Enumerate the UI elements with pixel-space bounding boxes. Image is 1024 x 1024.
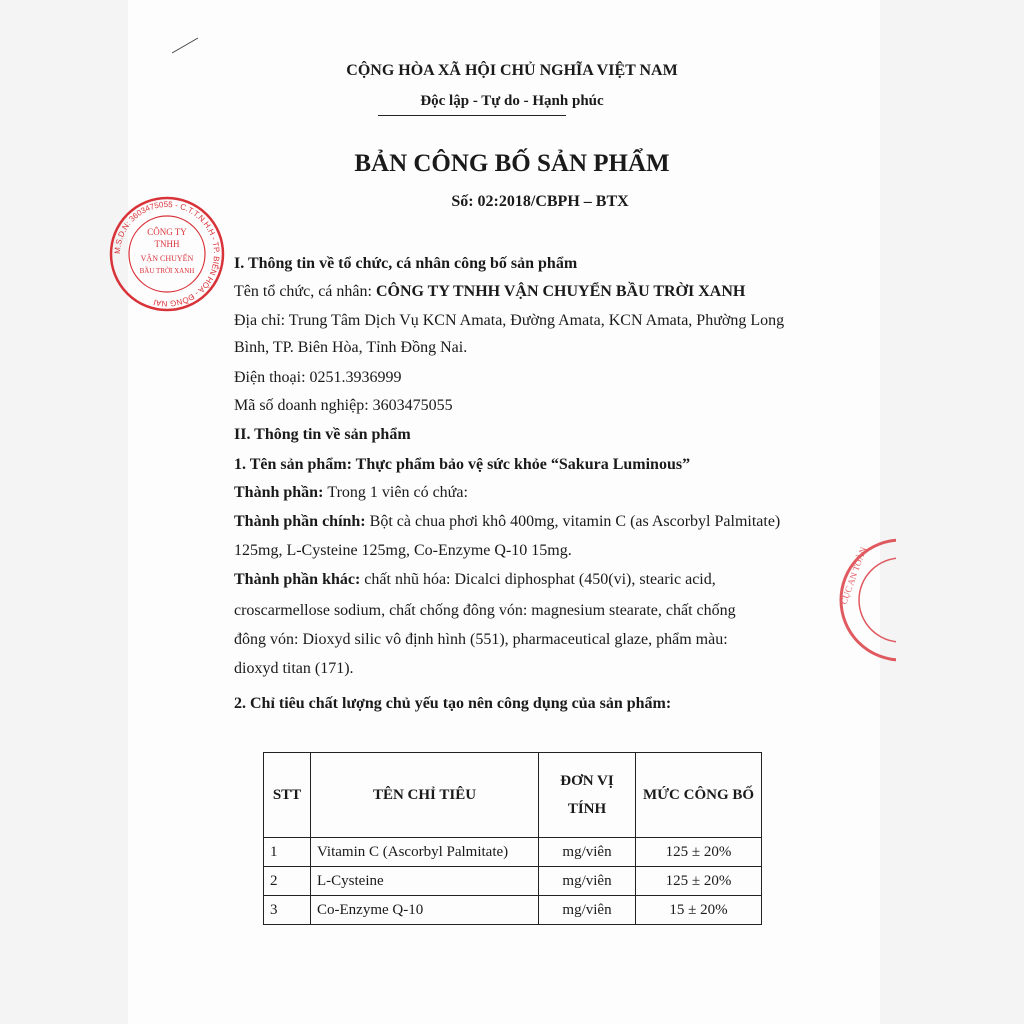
table-row [264,867,762,896]
main-ingredients-1: Bột cà chua phơi khô 400mg, vitamin C (as Ascorbyl Palmitate) [369,513,781,530]
table-row [264,838,762,867]
agency-seal-text: CỤC AN TOÀN [838,545,869,606]
seal-line-4: BẦU TRỜI XANH [139,267,195,275]
seal-line-2: TNHH [154,239,180,249]
cell-unit: mg/viên [539,896,636,925]
cell-unit: mg/viên [539,867,636,896]
cell-unit: mg/viên [539,838,636,867]
product-name: 1. Tên sản phẩm: Thực phẩm bảo vệ sức khỏe “Sakura Luminous” [234,456,691,473]
cell-name: Co-Enzyme Q-10 [311,896,539,925]
cell-level: 125 ± 20% [636,867,762,896]
seal-line-1: CÔNG TY [147,227,187,237]
other-ingredients-1: chất nhũ hóa: Dicalci diphosphat (450(vi), stearic acid, [364,571,716,588]
motto-underline [378,115,566,116]
header-unit: ĐƠN VỊ TÍNH [539,753,636,838]
nation-header: CỘNG HÒA XÃ HỘI CHỦ NGHĨA VIỆT NAM [346,62,678,79]
composition-value: Trong 1 viên có chứa: [327,484,468,501]
quality-heading: 2. Chỉ tiêu chất lượng chủ yếu tạo nên công dụng của sản phẩm: [234,695,672,712]
cell-level: 15 ± 20% [636,896,762,925]
document-number: Số: 02:2018/CBPH – BTX [451,193,629,210]
table-header-row [264,753,762,838]
seal-ring-text: M.S.D.N: 3603475055 - C.T.T.N.H.H - TP. BIÊN HÒA - ĐỒNG NAI [112,199,222,309]
cell-stt: 3 [264,896,311,925]
cell-name: L-Cysteine [311,867,539,896]
main-ingredients-2: 125mg, L-Cysteine 125mg, Co-Enzyme Q-10 15mg. [234,542,572,559]
other-ingredients-4: dioxyd titan (171). [234,660,354,677]
seal-line-3: VẬN CHUYỂN [140,254,194,263]
org-name: CÔNG TY TNHH VẬN CHUYỂN BẦU TRỜI XANH [375,283,746,300]
address-line-1: Địa chỉ: Trung Tâm Dịch Vụ KCN Amata, Đường Amata, KCN Amata, Phường Long [234,312,785,329]
cell-name: Vitamin C (Ascorbyl Palmitate) [311,838,539,867]
motto: Độc lập - Tự do - Hạnh phúc [420,93,604,109]
main-ingredients-label: Thành phần chính: [234,513,370,530]
quality-table [263,752,762,925]
header-name: TÊN CHỈ TIÊU [311,753,539,838]
document-title: BẢN CÔNG BỐ SẢN PHẨM [354,150,670,177]
org-label: Tên tổ chức, cá nhân: [234,283,376,300]
cell-stt: 2 [264,867,311,896]
section-1-heading: I. Thông tin về tổ chức, cá nhân công bố sản phẩm [234,255,578,272]
company-seal [108,195,226,313]
other-ingredients-3: đông vón: Dioxyd silic vô định hình (551), pharmaceutical glaze, phẩm màu: [234,631,728,648]
section-2-heading: II. Thông tin về sản phẩm [234,426,411,443]
tax-code: Mã số doanh nghiệp: 3603475055 [234,397,453,414]
other-ingredients-label: Thành phần khác: [234,571,365,588]
table-row [264,896,762,925]
phone: Điện thoại: 0251.3936999 [234,369,402,386]
composition-label: Thành phần: [234,484,328,501]
address-line-2: Bình, TP. Biên Hòa, Tỉnh Đồng Nai. [234,339,468,356]
other-ingredients-2: croscarmellose sodium, chất chống đông vón: magnesium stearate, chất chống [234,602,736,619]
cell-level: 125 ± 20% [636,838,762,867]
cell-stt: 1 [264,838,311,867]
header-level: MỨC CÔNG BỐ [636,753,762,838]
agency-seal [836,535,896,665]
header-stt: STT [264,753,311,838]
